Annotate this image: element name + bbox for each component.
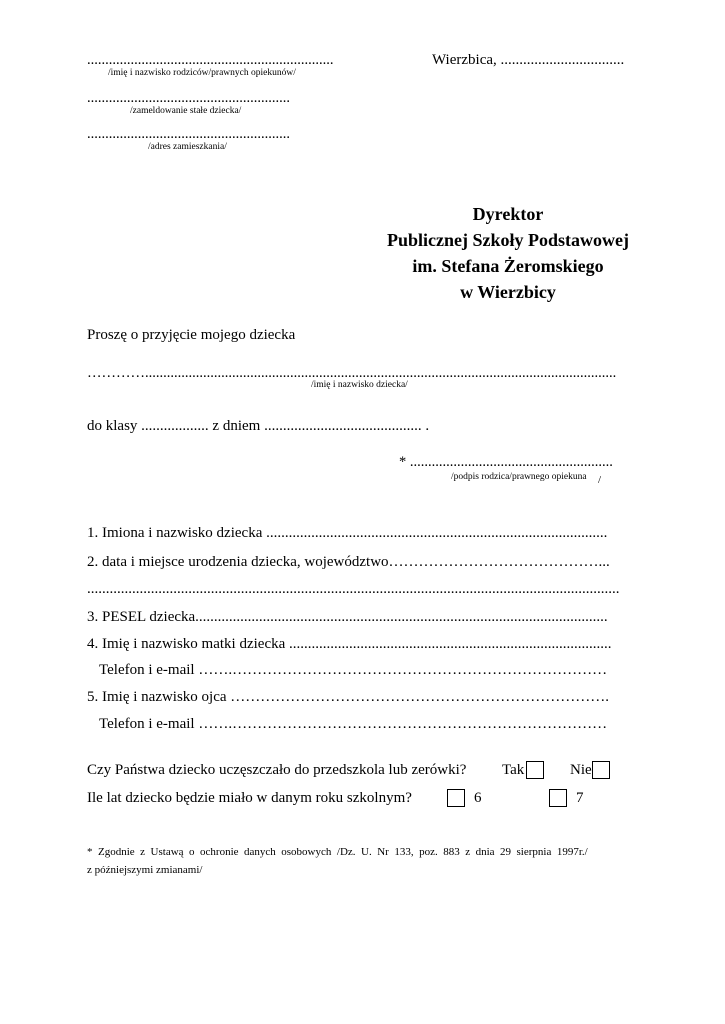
field-pesel: 3. PESEL dziecka.............................................................................................................. — [87, 609, 608, 625]
signature-caption: /podpis rodzica/prawnego opiekuna — [451, 472, 587, 482]
question-age: Ile lat dziecko będzie miało w danym roku szkolnym? — [87, 790, 412, 806]
footnote-legal-basis: * Zgodnie z Ustawą o ochronie danych osobowych /Dz. U. Nr 133, poz. 883 z dnia 29 sierpnia 1997r./ — [87, 846, 588, 858]
answer-no-checkbox[interactable] — [592, 761, 610, 779]
signature-line: * ........................................................ — [399, 454, 613, 470]
age-6-checkbox[interactable] — [447, 789, 465, 807]
place-date-line: Wierzbica, ................................. — [432, 52, 625, 68]
addressee-school: Publicznej Szkoły Podstawowej — [387, 230, 629, 250]
signature-slash: / — [598, 474, 602, 486]
request-intro: Proszę o przyjęcie mojego dziecka — [87, 327, 296, 343]
residence-caption: /zameldowanie stałe dziecka/ — [130, 106, 242, 116]
answer-yes-label: Tak — [502, 762, 525, 778]
addressee-title: Dyrektor — [472, 204, 544, 224]
question-preschool: Czy Państwa dziecko uczęszczało do przedszkola lub zerówki? — [87, 762, 467, 778]
age-7-label: 7 — [576, 790, 584, 806]
address-caption: /adres zamieszkania/ — [148, 142, 227, 152]
answer-yes-checkbox[interactable] — [526, 761, 544, 779]
child-name-caption: /imię i nazwisko dziecka/ — [311, 380, 408, 390]
addressee-town: w Wierzbicy — [460, 282, 556, 302]
address-line: ........................................................ — [87, 126, 290, 142]
field-mother-contact: Telefon i e-mail …….………………………………………………………………… — [99, 662, 608, 678]
class-date-line: do klasy .................. z dniem .......................................... . — [87, 418, 430, 434]
age-6-label: 6 — [474, 790, 482, 806]
answer-no-label: Nie — [570, 762, 592, 778]
child-name-line: ………….................................................................................................................................. — [87, 365, 617, 381]
field-birth-continuation: .............................................................................................................................................. — [87, 581, 620, 597]
field-child-names: 1. Imiona i nazwisko dziecka ........................................................................................... — [87, 525, 608, 541]
field-mother-name: 4. Imię i nazwisko matki dziecka ...................................................................................... — [87, 636, 612, 652]
field-birth-date-place: 2. data i miejsce urodzenia dziecka, województwo……………………………………... — [87, 554, 610, 570]
addressee-patron: im. Stefana Żeromskiego — [412, 256, 604, 276]
residence-line: ........................................................ — [87, 90, 290, 106]
field-father-contact: Telefon i e-mail …….………………………………………………………………… — [99, 716, 608, 732]
field-father-name: 5. Imię i nazwisko ojca …………………………………………………………………. — [87, 689, 610, 705]
age-7-checkbox[interactable] — [549, 789, 567, 807]
parents-name-caption: /imię i nazwisko rodziców/prawnych opiekunów/ — [108, 68, 296, 78]
parents-name-line: .................................................................... — [87, 52, 334, 68]
footnote-amendments: z późniejszymi zmianami/ — [87, 864, 203, 876]
